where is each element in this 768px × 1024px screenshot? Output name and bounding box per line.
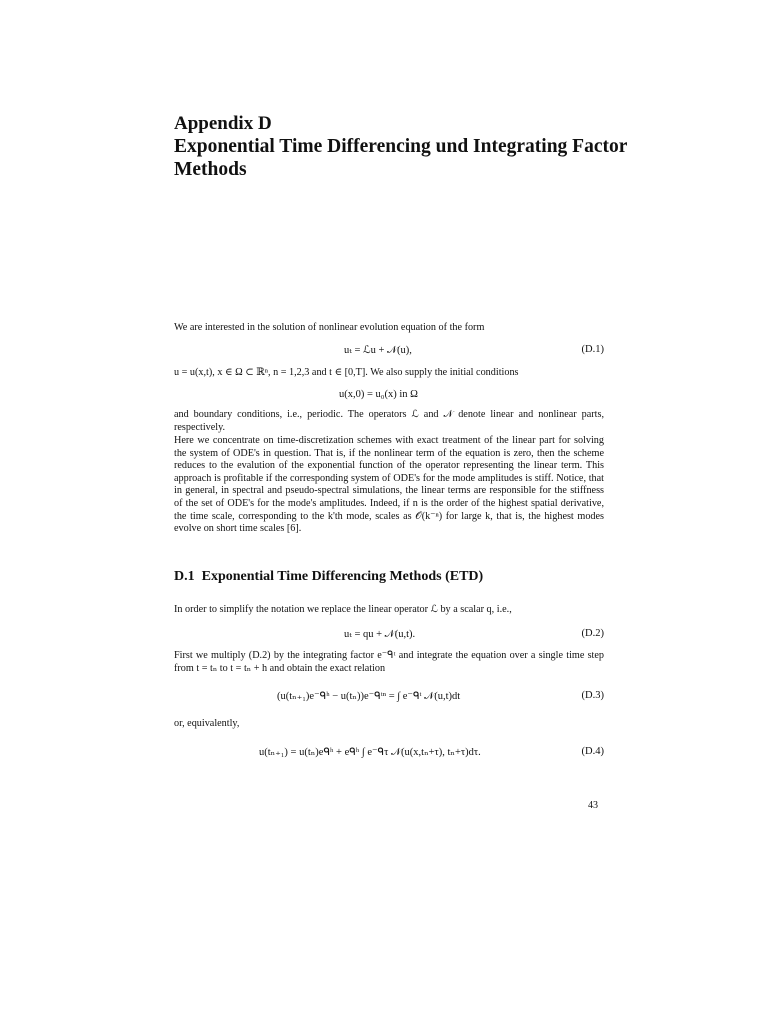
page-number: 43	[588, 800, 598, 811]
equation-d3-number: (D.3)	[581, 690, 604, 701]
domain-line: u = u(x,t), x ∈ Ω ⊂ ℝⁿ, n = 1,2,3 and t ∈ [0,T]. We also supply the initial conditions	[174, 367, 519, 378]
equation-d3	[174, 690, 604, 708]
equation-d1	[174, 344, 604, 362]
equation-d1-number: (D.1)	[581, 344, 604, 355]
section-heading	[174, 569, 483, 585]
paragraph-integrating-factor: First we multiply (D.2) by the integrating factor e⁻ᑫᵗ and integrate the equation over a single time step from t = tₙ to t = tₙ + h and obtain the exact relation	[174, 650, 604, 674]
intro-paragraph: We are interested in the solution of nonlinear evolution equation of the form	[174, 322, 485, 333]
section-number: D.1	[174, 569, 195, 584]
equation-d4-number: (D.4)	[581, 746, 604, 757]
equation-d1-body: uₜ = ℒu + 𝒩(u),	[344, 345, 412, 356]
equation-ic-body: u(x,0) = u₀(x) in Ω	[339, 389, 418, 400]
paragraph-notation: In order to simplify the notation we replace the linear operator ℒ by a scalar q, i.e.,	[174, 604, 512, 615]
equation-d2-body: uₜ = qu + 𝒩(u,t).	[344, 629, 416, 640]
paragraph-equivalently: or, equivalently,	[174, 718, 240, 729]
equation-d4-body: u(tₙ₊₁) = u(tₙ)eᑫʰ + eᑫʰ ∫ e⁻ᑫτ 𝒩(u(x,tₙ+τ), tₙ+τ)dτ.	[259, 747, 481, 758]
equation-d2-number: (D.2)	[581, 628, 604, 639]
paragraph-operators: and boundary conditions, i.e., periodic. The operators ℒ and 𝒩 denote linear and nonlinear parts, respectively.	[174, 409, 604, 433]
section-title: Exponential Time Differencing Methods (ETD)	[201, 569, 484, 584]
paragraph-time-discretization: Here we concentrate on time-discretization schemes with exact treatment of the linear part for solving the system of ODE's in question. That is, if the nonlinear term of the equation is zero, then the scheme reduces to the evalution of the exponential function of the operator representing the linear term. This approach is profitable if the corresponding system of ODE's for the mode amplitudes is stiff. Notice, that in general, in spectral and pseudo-spectral simulations, the linear terms are responsible for the stiffness of the set of ODE's for the mode's amplitudes. Indeed, if n is the order of the highest spatial derivative, the time scale, corresponding to the k'th mode, scales as 𝒪(k⁻ⁿ) for large k, that is, the highest modes evolve on short time scales [6].	[174, 435, 604, 535]
chapter-label: Appendix D	[174, 113, 272, 134]
chapter-title: Exponential Time Differencing und Integrating Factor Methods	[174, 136, 628, 180]
equation-d4	[174, 746, 604, 764]
equation-ic	[174, 389, 604, 407]
equation-d2	[174, 628, 604, 646]
equation-d3-body: (u(tₙ₊₁)e⁻ᑫʰ − u(tₙ))e⁻ᑫᵗⁿ = ∫ e⁻ᑫᵗ 𝒩(u,t)dt	[277, 691, 461, 702]
